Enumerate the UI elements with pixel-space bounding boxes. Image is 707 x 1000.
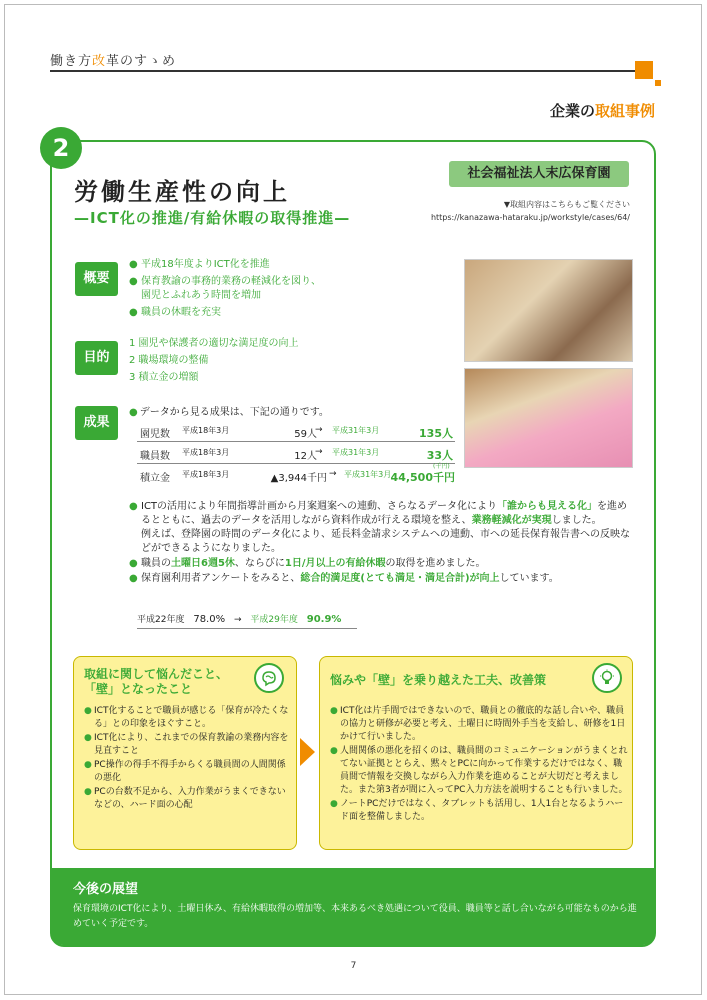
note-paragraph	[129, 500, 634, 556]
note-text: 職員の	[141, 558, 171, 569]
unit-note: (千円)	[433, 463, 450, 470]
speech-bubble-icon	[254, 663, 284, 693]
table-row	[137, 420, 455, 442]
row-value-after: 33人	[426, 449, 453, 462]
case-subtitle: —ICT化の推進/有給休暇の取得推進—	[74, 209, 351, 227]
row-date-after: 平成31年3月	[332, 448, 380, 457]
results-lead: ● データから見る成果は、下記の通りです。	[129, 403, 329, 418]
overview-tag: 概要	[75, 262, 118, 296]
row-value-before: 59人	[294, 429, 317, 440]
solutions-box	[319, 656, 633, 850]
arrow-icon: →	[315, 447, 323, 457]
overview-item-text: 職員の休暇を充実	[141, 307, 221, 318]
row-value-before: ▲3,944千円	[270, 473, 327, 484]
list-item: 2 職場環境の整備	[129, 355, 209, 366]
stat-date-after: 平成29年度	[250, 615, 298, 625]
row-date-before: 平成18年3月	[182, 448, 230, 457]
list-item: ● ICT化することで職員が感じる「保育が冷たくなる」との印象をほぐすこと。	[84, 705, 292, 731]
row-value-after: 135人	[419, 427, 453, 440]
list-item-continued	[129, 289, 321, 303]
stat-value-after: 90.9%	[306, 614, 342, 625]
table-row	[137, 464, 455, 486]
overview-list	[129, 258, 321, 323]
list-item: ● ICT化は片手間ではできないので、職員との徹底的な話し合いや、職員の協力と研修が必要と考え、土曜日に時間外手当を支給し、研修を1日かけて行いました。	[330, 705, 628, 744]
list-item: 3 積立金の増額	[129, 372, 199, 383]
note-text: しています。	[499, 573, 559, 584]
table-row	[137, 442, 455, 464]
arrow-icon: →	[233, 615, 242, 625]
organization-badge: 社会福祉法人末広保育園	[449, 161, 629, 187]
note-paragraph	[129, 557, 634, 571]
arrow-icon: →	[315, 425, 323, 435]
stat-date-before: 平成22年度	[137, 615, 185, 625]
overview-item-text: 保育教諭の事務的業務の軽減化を図り、	[141, 276, 321, 287]
note-text: しました。	[551, 515, 602, 526]
list-item: 1 園児や保護者の適切な満足度の向上	[129, 338, 299, 349]
results-notes	[129, 500, 634, 587]
reference-url[interactable]: https://kanazawa-hataraku.jp/workstyle/cases/64/	[430, 213, 630, 222]
list-item	[129, 306, 321, 320]
row-value-after: 44,500千円	[390, 471, 455, 484]
results-tag: 成果	[75, 406, 118, 440]
note-highlight: 1日/月以上の有給休暇	[284, 558, 386, 569]
challenges-title-line2: 「壁」となったこと	[84, 682, 193, 696]
arrow-icon: →	[329, 469, 337, 479]
header-rule	[50, 70, 650, 72]
case-number-badge: 2	[40, 127, 82, 169]
list-item: ● 人間関係の悪化を招くのは、職員間のコミュニケーションがうまくとれてない証拠ととらえ、黙々とPCに向かって作業するだけではなく、職員間で情報を交換しながら入力作業を進めることが大切だと考えました。また第3者が間に入ってPC入力方法を説明することも行いました。	[330, 745, 628, 797]
satisfaction-stat	[137, 612, 357, 629]
page-number: 7	[350, 961, 357, 971]
row-label: 職員数	[140, 451, 170, 462]
header-square-mark	[635, 61, 653, 79]
future-outlook	[51, 868, 655, 945]
row-value-before: 12人	[294, 451, 317, 462]
solutions-list	[330, 705, 628, 825]
future-title: 今後の展望	[73, 882, 139, 897]
list-item: ● PCの台数不足から、入力作業がうまくできないなどの、ハード面の心配	[84, 786, 292, 812]
challenges-title	[84, 667, 228, 697]
note-highlight: 業務軽減化が実現	[471, 515, 552, 526]
row-label: 園児数	[140, 429, 170, 440]
list-item: ● ICT化により、これまでの保育教諭の業務内容を見直すこと	[84, 732, 292, 758]
header-small-square-mark	[655, 80, 661, 86]
section-label-pre: 企業の	[549, 102, 595, 120]
arrow-right-icon	[300, 738, 315, 766]
list-item	[129, 275, 321, 289]
row-date-after: 平成31年3月	[332, 426, 380, 435]
list-item: ● ノートPCだけではなく、タブレットも活用し、1人1台となるようハード面を整備しました。	[330, 798, 628, 824]
challenges-box	[73, 656, 297, 850]
note-highlight: 土曜日6週5休	[171, 558, 235, 569]
note-text: 、ならびに	[234, 558, 285, 569]
lightbulb-icon	[592, 663, 622, 693]
row-date-before: 平成18年3月	[182, 470, 230, 479]
row-date-after: 平成31年3月	[344, 470, 392, 479]
header-title-post: 革のすゝめ	[106, 54, 177, 69]
photo-children-playroom	[464, 368, 633, 468]
results-table	[137, 420, 455, 486]
future-text: 保育環境のICT化により、土曜日休み、有給休暇取得の増加等、本来あるべき処遇について役員、職員等と話し合いながら可能なものから進めていく予定です。	[73, 904, 637, 929]
overview-item-text: 平成18年度よりICT化を推進	[141, 259, 270, 270]
note-highlight: 総合的満足度(とても満足・満足合計)が向上	[300, 573, 500, 584]
section-label	[550, 100, 655, 121]
purpose-list	[129, 335, 299, 386]
row-date-before: 平成18年3月	[182, 426, 230, 435]
purpose-tag: 目的	[75, 341, 118, 375]
list-item: ● PC操作の得手不得手からくる職員間の人間関係の悪化	[84, 759, 292, 785]
photo-staff-with-laptop	[464, 259, 633, 362]
stat-value-before: 78.0%	[193, 614, 226, 625]
overview-item-text: 園児とふれあう時間を増加	[141, 290, 261, 301]
note-text: 保育園利用者アンケートをみると、	[141, 573, 301, 584]
note-text: を進めるとともに、過去のデータを活用しながら資料作成が行える環境を整え、	[141, 501, 628, 526]
note-paragraph	[129, 572, 634, 586]
solutions-title: 悩みや「壁」を乗り越えた工夫、改善策	[330, 673, 547, 687]
section-label-accent: 取組事例	[594, 102, 655, 120]
note-highlight: 「誰からも見える化」	[497, 501, 598, 512]
header-title-accent: 改	[92, 54, 107, 69]
note-text: 例えば、登降園の時間のデータ化により、延長料金請求システムへの連動、市への延長保育報告書への反映などができるようになりました。	[141, 529, 630, 554]
list-item	[129, 258, 321, 272]
header-title-pre: 働き方	[50, 54, 93, 69]
note-text: ICTの活用により年間指導計画から月案週案への連動、さらなるデータ化により	[141, 501, 498, 512]
challenges-title-line1: 取組に関して悩んだこと、	[84, 667, 229, 681]
header-title	[50, 50, 176, 69]
note-text: の取得を進めました。	[385, 558, 486, 569]
case-title: 労働生産性の向上	[74, 178, 290, 206]
reference-note: ▼取組内容はこちらもご覧ください	[503, 200, 630, 209]
challenges-list	[84, 705, 292, 813]
row-label: 積立金	[140, 473, 170, 484]
